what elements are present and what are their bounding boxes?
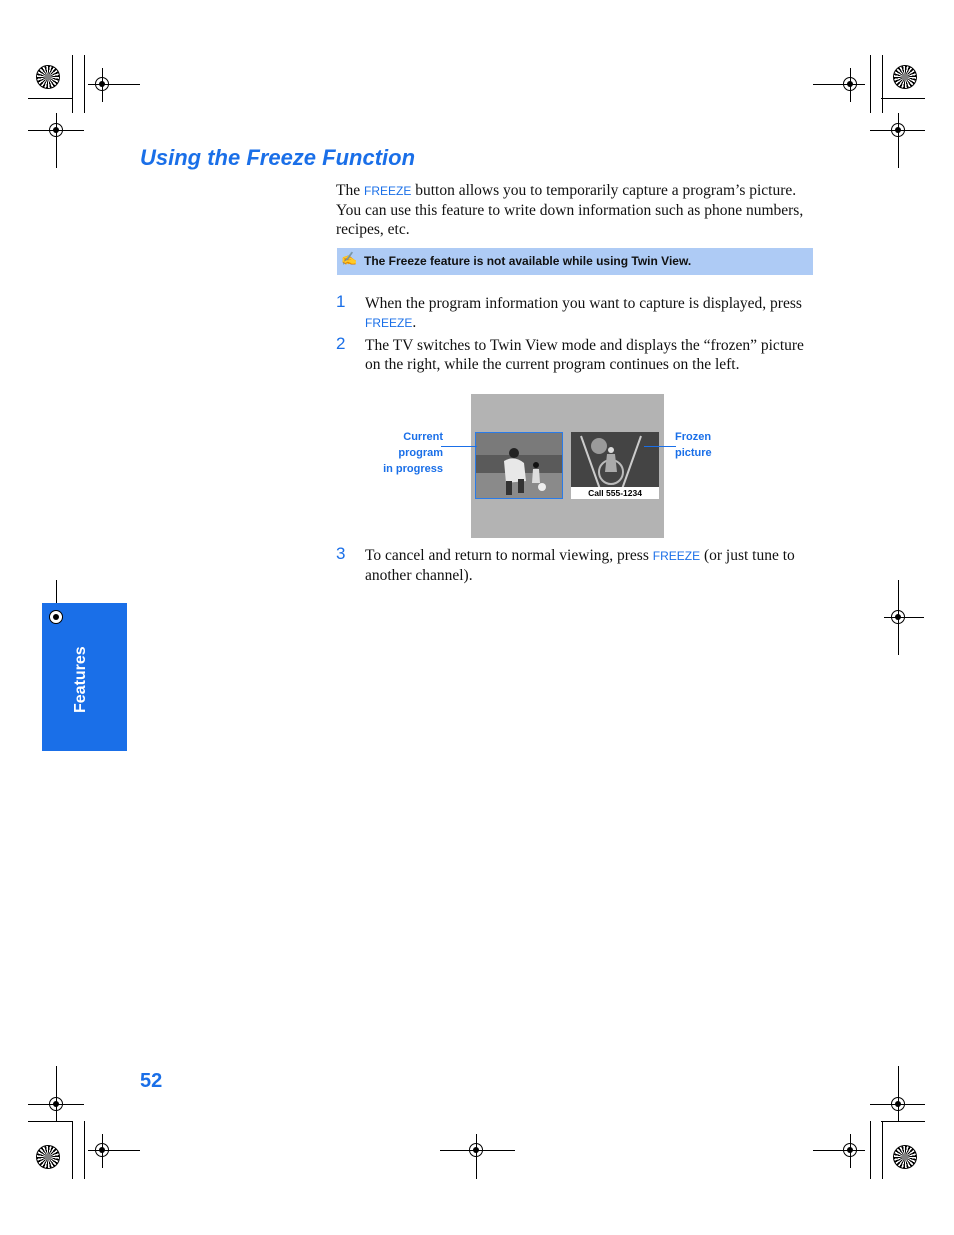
step-text-after: (or just tune to another channel). <box>365 547 795 584</box>
section-side-tab-label: Features <box>72 646 89 713</box>
caller-id-bar: Call 555-1234 <box>571 487 659 499</box>
step-text <box>365 294 813 333</box>
freeze-key-label: FREEZE <box>652 549 701 563</box>
note-pencil-icon: ✍ <box>341 251 358 266</box>
note-text: The Freeze feature is not available while using Twin View. <box>364 254 692 268</box>
step-text-before: To cancel and return to normal viewing, press <box>365 547 653 564</box>
page-title: Using the Freeze Function <box>140 145 416 170</box>
intro-paragraph <box>336 181 814 239</box>
frozen-picture-label: Frozen picture <box>675 431 712 459</box>
intro-text-before: The <box>336 182 364 199</box>
section-side-tab <box>42 603 127 751</box>
step-text <box>365 546 813 585</box>
frozen-picture-leader-line <box>644 446 676 447</box>
current-program-leader-line <box>441 446 477 447</box>
step-number: 1 <box>336 292 346 311</box>
frozen-picture-image <box>571 432 659 499</box>
registration-rosette-icon <box>893 65 917 89</box>
intro-text-after: button allows you to temporarily capture a program’s picture. You can use this feature to write down information such as phone numbers, recipes, etc. <box>336 182 804 238</box>
current-program-image <box>475 432 563 499</box>
step-text: The TV switches to Twin View mode and displays the “frozen” picture on the right, while the current program continues on the left. <box>365 337 804 373</box>
freeze-key-label: FREEZE <box>365 316 413 330</box>
note-box <box>337 248 813 275</box>
registration-rosette-icon <box>36 65 60 89</box>
registration-mark-icon <box>49 610 63 624</box>
freeze-key-label: FREEZE <box>363 184 412 198</box>
step-number: 3 <box>336 544 346 563</box>
step-text-after: . <box>412 314 417 331</box>
registration-rosette-icon <box>893 1145 917 1169</box>
page-number: 52 <box>140 1070 163 1092</box>
step-text-before: When the program information you want to capture is displayed, press <box>365 295 802 312</box>
registration-rosette-icon <box>36 1145 60 1169</box>
step-number: 2 <box>336 334 346 353</box>
current-program-label: Current program in progress <box>383 431 443 475</box>
